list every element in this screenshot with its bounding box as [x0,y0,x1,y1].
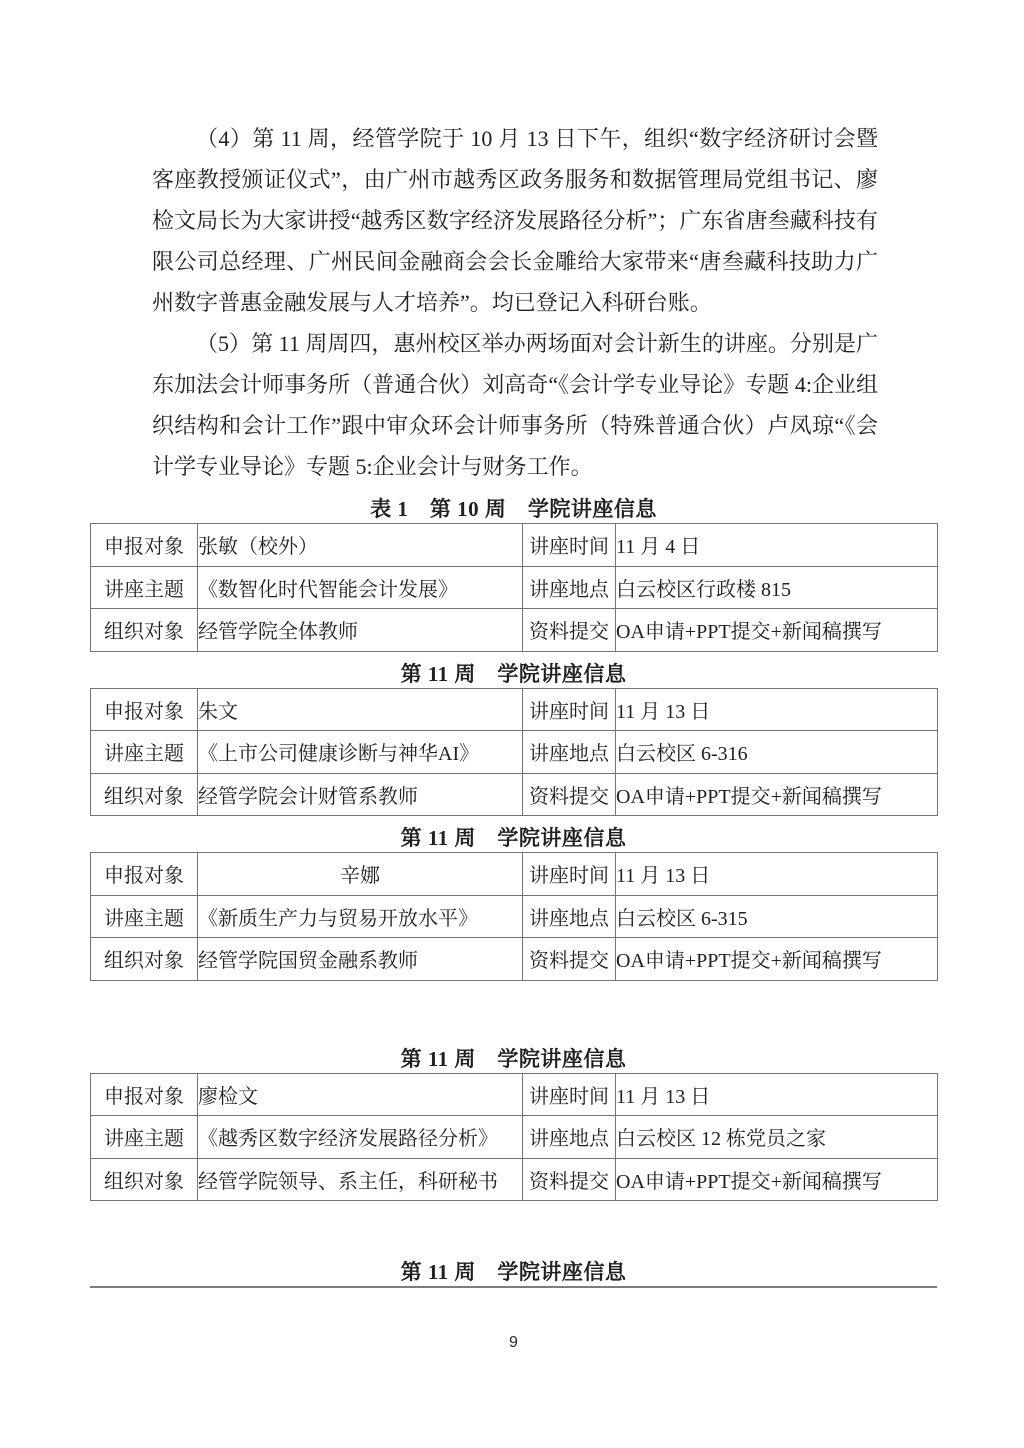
table-row [91,853,938,896]
lecture-info-table-4 [90,1073,938,1202]
field-value: 11 月 13 日 [616,1073,938,1116]
field-value: 经管学院国贸金融系教师 [198,938,523,981]
field-label: 讲座地点 [523,1116,616,1159]
paragraph-item-5: （5）第 11 周周四，惠州校区举办两场面对会计新生的讲座。分别是广东加法会计师事务所（普通合伙）刘高奇“《会计学专业导论》专题 4:企业组织结构和会计工作”跟中审众环会计师事务所（特殊普通合伙）卢凤琼“《会计学专业导论》专题 5:企业会计与财务工作。 [152,331,878,479]
field-label: 组织对象 [91,609,198,652]
field-label: 讲座时间 [523,524,616,567]
table-row [91,1116,938,1159]
field-value: OA申请+PPT提交+新闻稿撰写 [616,609,938,652]
field-label: 申报对象 [91,853,198,896]
lecture-info-table-1 [90,523,938,652]
field-value: 白云校区行政楼 815 [616,566,938,609]
field-value: 11 月 13 日 [616,853,938,896]
field-label: 组织对象 [91,773,198,816]
field-value: 经管学院领导、系主任，科研秘书 [198,1158,523,1201]
field-label: 资料提交 [523,938,616,981]
field-value: 《越秀区数字经济发展路径分析》 [198,1116,523,1159]
field-label: 组织对象 [91,938,198,981]
table-row [91,1158,938,1201]
field-label: 讲座主题 [91,895,198,938]
paragraph-item-4: （4）第 11 周，经管学院于 10 月 13 日下午，组织“数字经济研讨会暨客座教授颁证仪式”，由广州市越秀区政务服务和数据管理局党组书记、廖检文局长为大家讲授“越秀区数字经济发展路径分析”；广东省唐叁藏科技有限公司总经理、广州民间金融商会会长金雕给大家带来“唐叁藏科技助力广州数字普惠金融发展与人才培养”。均已登记入科研台账。 [152,126,878,315]
field-label: 讲座地点 [523,566,616,609]
table-row [91,1073,938,1116]
field-label: 组织对象 [91,1158,198,1201]
table-row [91,524,938,567]
table-row [91,938,938,981]
field-value: 《上市公司健康诊断与神华AI》 [198,731,523,774]
field-value: 辛娜 [198,853,523,896]
table-caption-3: 第 11 周 学院讲座信息 [400,826,627,850]
field-value: OA申请+PPT提交+新闻稿撰写 [616,773,938,816]
page-number: 9 [509,1334,518,1351]
field-value: 11 月 13 日 [616,688,938,731]
field-label: 讲座时间 [523,853,616,896]
table-row [91,609,938,652]
field-value: 张敏（校外） [198,524,523,567]
table-row [91,895,938,938]
field-label: 资料提交 [523,609,616,652]
field-label: 申报对象 [91,1073,198,1116]
table-row [91,773,938,816]
field-value: 廖检文 [198,1073,523,1116]
field-label: 讲座时间 [523,1073,616,1116]
table-row [91,566,938,609]
table-row [91,731,938,774]
field-value: OA申请+PPT提交+新闻稿撰写 [616,938,938,981]
field-value: 白云校区 12 栋党员之家 [616,1116,938,1159]
field-value: 朱文 [198,688,523,731]
tables-container [90,495,937,1201]
field-label: 讲座主题 [91,731,198,774]
field-value: 白云校区 6-315 [616,895,938,938]
field-label: 讲座时间 [523,688,616,731]
field-value: 经管学院全体教师 [198,609,523,652]
field-value: 经管学院会计财管系教师 [198,773,523,816]
field-label: 讲座地点 [523,731,616,774]
field-label: 申报对象 [91,688,198,731]
lecture-info-table-2 [90,688,938,817]
table-row [91,688,938,731]
table-caption-trailing: 第 11 周 学院讲座信息 [400,1260,627,1284]
field-label: 资料提交 [523,1158,616,1201]
table-caption-2: 第 11 周 学院讲座信息 [400,661,627,686]
table-caption-1: 表 1 第 10 周 学院讲座信息 [370,497,657,521]
field-value: 白云校区 6-316 [616,731,938,774]
field-label: 资料提交 [523,773,616,816]
field-label: 讲座地点 [523,895,616,938]
field-value: 《数智化时代智能会计发展》 [198,566,523,609]
field-value: OA申请+PPT提交+新闻稿撰写 [616,1158,938,1201]
field-label: 申报对象 [91,524,198,567]
lecture-info-table-3 [90,852,938,981]
next-table-top-border [90,1286,937,1288]
field-value: 《新质生产力与贸易开放水平》 [198,895,523,938]
field-value: 11 月 4 日 [616,524,938,567]
table-caption-4: 第 11 周 学院讲座信息 [400,1046,627,1071]
field-label: 讲座主题 [91,1116,198,1159]
field-label: 讲座主题 [91,566,198,609]
